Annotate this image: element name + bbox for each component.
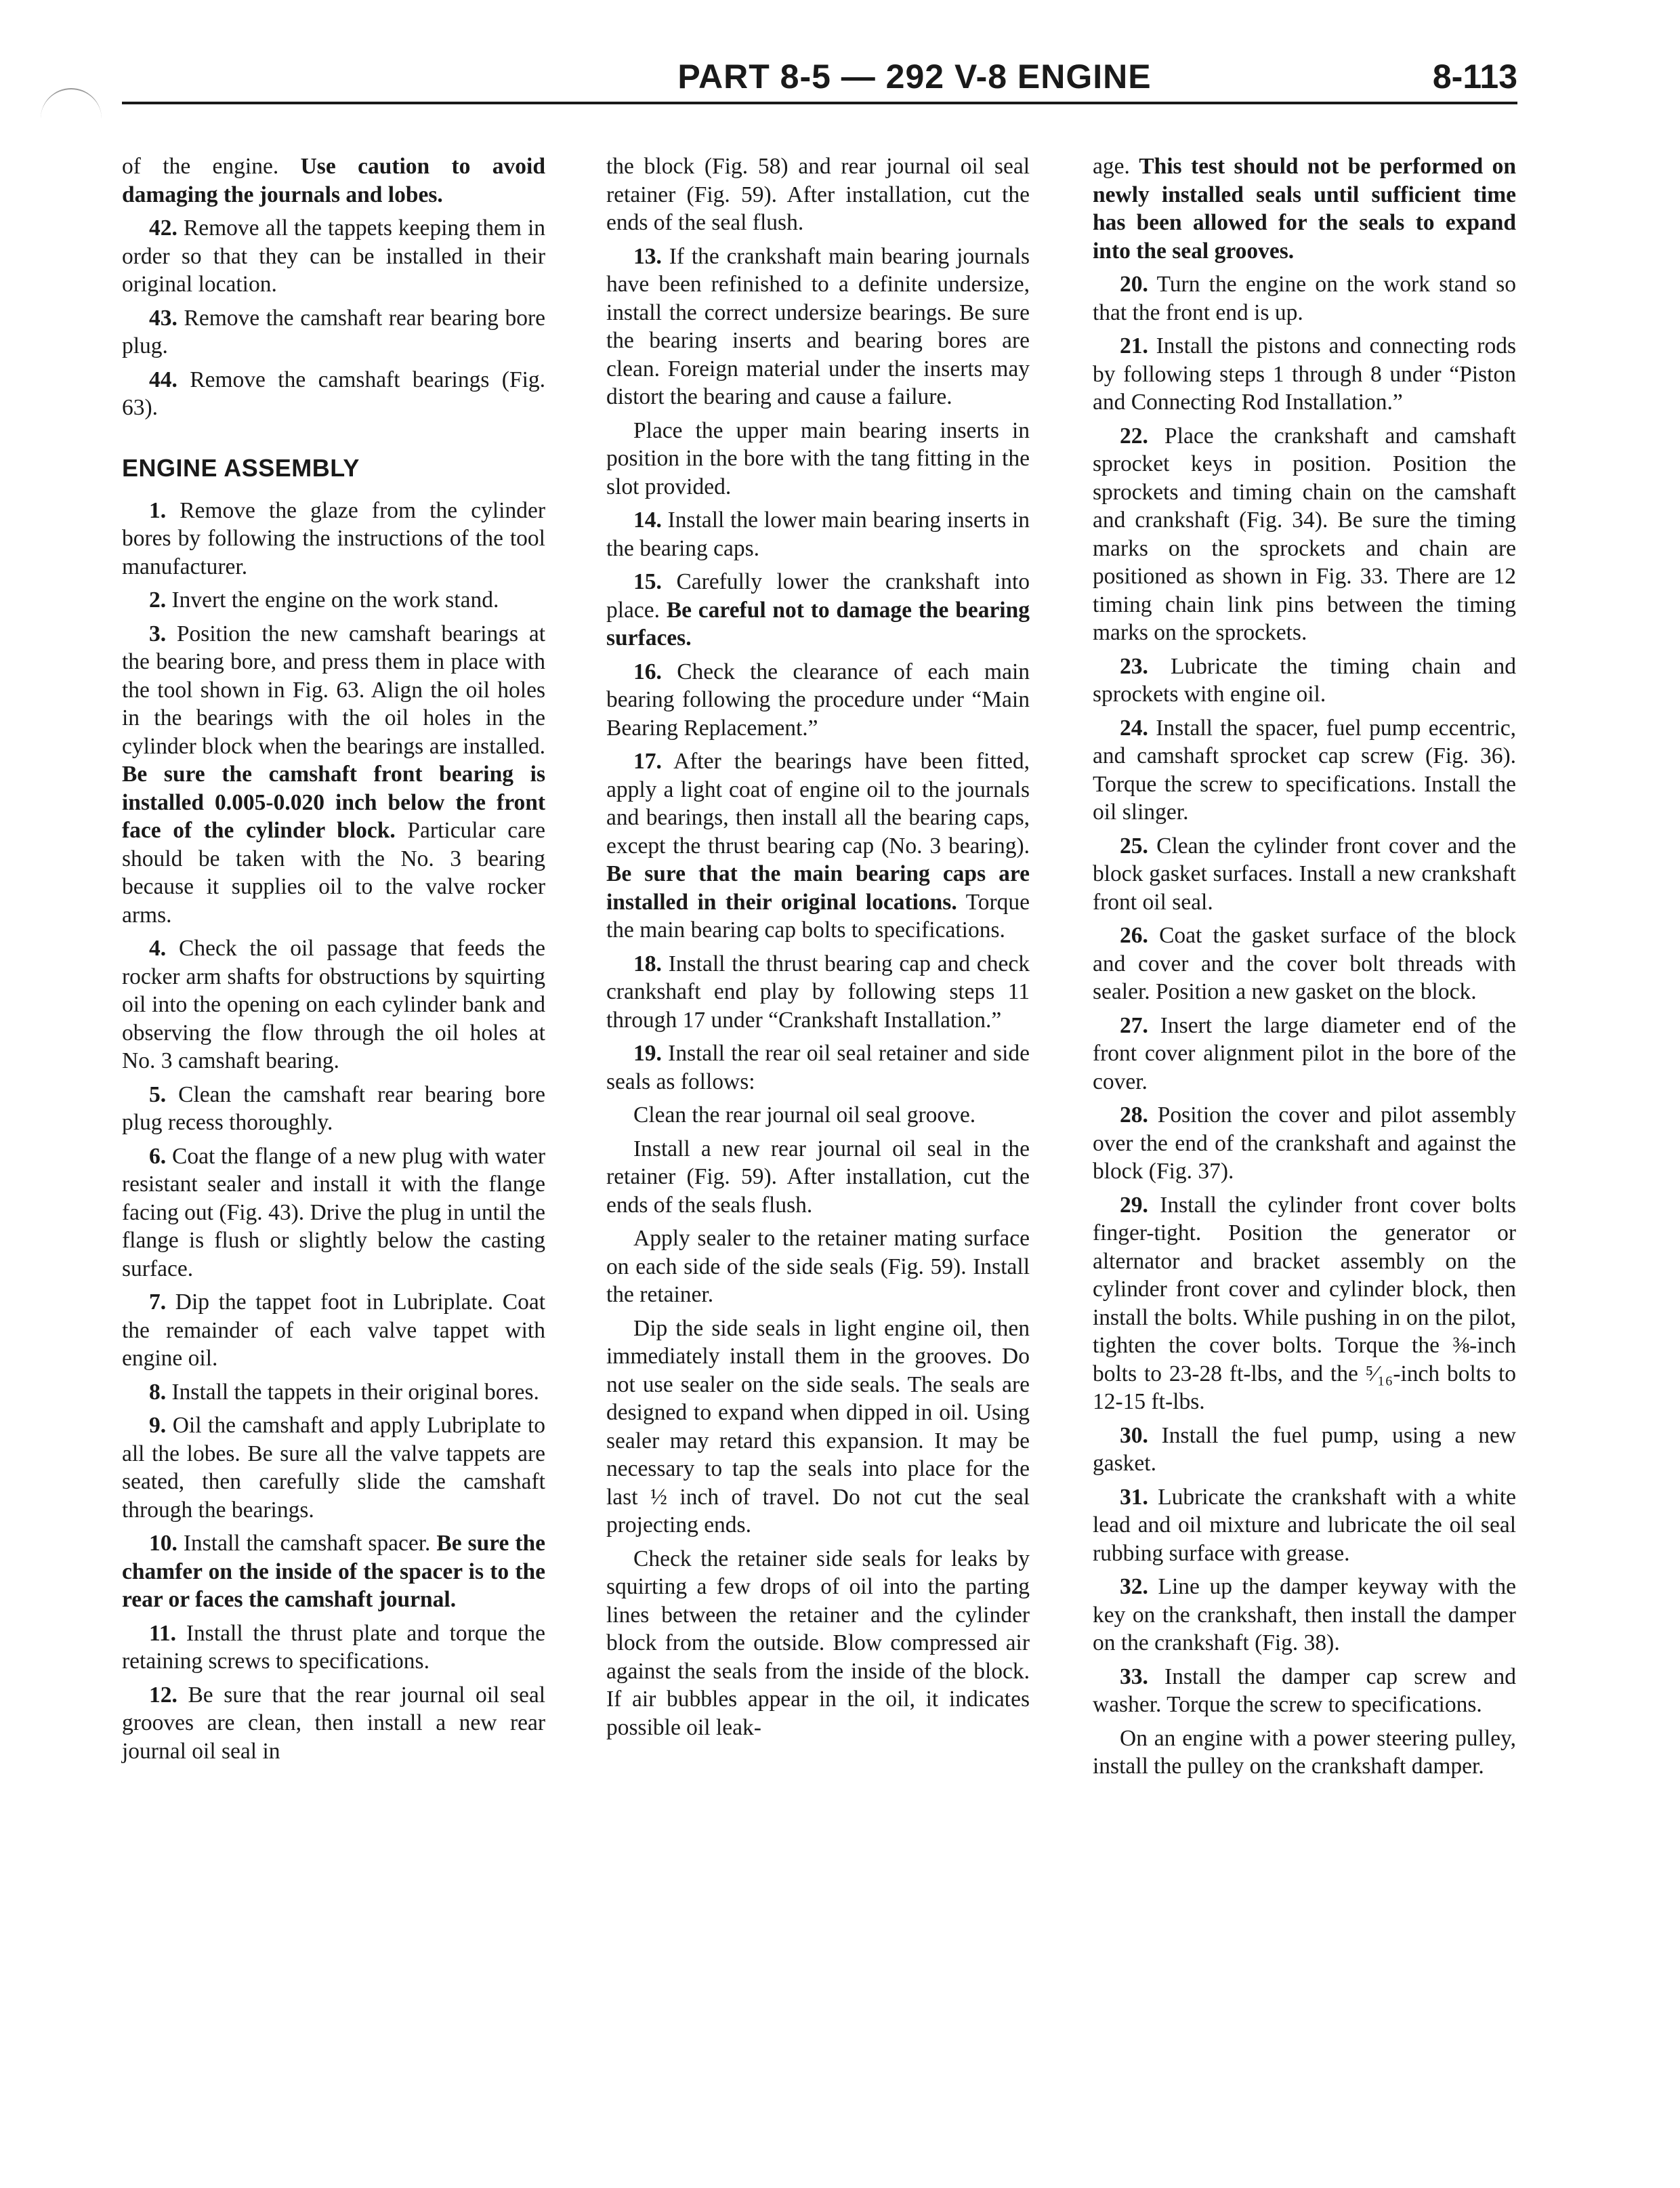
step-text: Install the pistons and connecting rods by following steps 1 through 8 under “Piston and Connecting Rod Installation.”	[1093, 333, 1516, 415]
step-23	[1093, 653, 1516, 709]
step-2	[122, 586, 545, 615]
step-5	[122, 1081, 545, 1137]
step-text: Lubricate the timing chain and sprockets with engine oil.	[1093, 653, 1516, 707]
step-number: 7.	[149, 1289, 167, 1315]
step-text: Oil the camshaft and apply Lubriplate to all the lobes. Be sure all the valve tappets are seated, then carefully slide the camshaft through the bearings.	[122, 1413, 546, 1523]
step-number: 22.	[1120, 423, 1148, 449]
step-number: 32.	[1120, 1574, 1148, 1599]
step-number: 4.	[149, 936, 167, 961]
header-rule	[122, 102, 1517, 104]
step-text: Clean the cylinder front cover and the block gasket surfaces. Install a new crankshaft front oil seal.	[1093, 833, 1516, 915]
paragraph	[1093, 152, 1516, 265]
step-19	[606, 1039, 1030, 1096]
step-13	[606, 243, 1030, 411]
step-number: 27.	[1120, 1012, 1148, 1038]
step-18	[606, 950, 1030, 1035]
step-text: Install the thrust plate and torque the retaining screws to specifications.	[122, 1620, 545, 1674]
step-text: Torque the main bearing cap bolts to specifications.	[606, 889, 1030, 943]
caution-text: Be sure the camshaft front bearing is installed 0.005-0.020 inch below the front face of the cylinder block.	[122, 762, 545, 843]
step-number: 12.	[149, 1682, 177, 1708]
section-heading: ENGINE ASSEMBLY	[122, 453, 360, 482]
paragraph: On an engine with a power steering pulley, install the pulley on the crankshaft damper.	[1093, 1725, 1516, 1779]
caution-text: This test should not be performed on newly installed seals until sufficient time has been allowed for the seals to expand into the seal grooves.	[1093, 154, 1516, 264]
step-20	[1093, 270, 1516, 327]
step-text: Particular care should be taken with the No. 3 bearing because it supplies oil to the valve rocker arms.	[122, 818, 546, 928]
page-header	[122, 53, 1517, 100]
paragraph: Place the upper main bearing inserts in position in the bore with the tang fitting in the slot provided.	[606, 417, 1030, 499]
step-22	[1093, 422, 1516, 647]
step-17	[606, 747, 1030, 945]
step-text: Be sure that the rear journal oil seal grooves are clean, then install a new rear journal oil seal in	[122, 1682, 546, 1764]
paragraph	[122, 152, 545, 209]
step-6	[122, 1142, 545, 1283]
step-number: 15.	[633, 569, 662, 594]
step-text: Place the crankshaft and camshaft sprocket keys in position. Position the sprockets and timing chain on the camshaft and crankshaft (Fig. 34). Be sure the timing marks on the sprockets and chain are positioned as shown in Fig. 33. There are 12 timing chain link pins between the timing marks on the sprockets.	[1093, 423, 1516, 645]
step-11	[122, 1619, 545, 1676]
step-text: Remove the camshaft rear bearing bore plug.	[122, 305, 545, 358]
paragraph: Install a new rear journal oil seal in the retainer (Fig. 59). After installation, cut the ends of the seals flush.	[606, 1136, 1030, 1218]
step-text: If the crankshaft main bearing journals have been refinished to a definite undersize, install the correct undersize bearings. Be sure the bearing inserts and bearing bores are clean. Foreign material under the inserts may distort the bearing and cause a failure.	[606, 243, 1030, 409]
step-number: 11.	[149, 1620, 177, 1646]
text-column-1	[122, 152, 545, 1771]
step-number: 6.	[149, 1143, 167, 1169]
step-14	[606, 506, 1030, 562]
step-number: 31.	[1120, 1484, 1148, 1510]
step-number: 19.	[633, 1041, 662, 1066]
step-text: Remove all the tappets keeping them in order so that they can be installed in their original location.	[122, 215, 545, 297]
step-29	[1093, 1191, 1516, 1416]
step-33	[1093, 1663, 1516, 1719]
paragraph: Dip the side seals in light engine oil, then immediately install them in the grooves. Do not use sealer on the side seals. The seals are designed to expand when dipped in oil. Using sealer may retard this expansion. It may be necessary to tap the seals into place for the last ½ inch of travel. Do not cut the seal projecting ends.	[606, 1315, 1030, 1537]
step-3	[122, 620, 545, 930]
step-number: 44.	[149, 367, 177, 392]
step-9	[122, 1411, 545, 1524]
step-text: Check the oil passage that feeds the rocker arm shafts for obstructions by squirting oil into the opening on each cylinder bank and observing the flow through the oil holes at No. 3 camshaft bearing.	[122, 936, 545, 1073]
step-text: Install the spacer, fuel pump eccentric, and camshaft sprocket cap screw (Fig. 36). Torque the screw to specifications. Install the oil slinger.	[1093, 715, 1516, 825]
step-text: Install the cylinder front cover bolts finger-tight. Position the generator or alternator and bracket assembly on the cylinder front cover and cylinder block, then install the bolts. While pushing in on the pilot, tighten the cover bolts. Torque the ⅜-inch bolts to 23-28 ft-lbs, and the ⁵⁄₁₆-inch bolts to 12-15 ft-lbs.	[1093, 1192, 1516, 1414]
step-number: 18.	[633, 951, 662, 976]
step-text: Turn the engine on the work stand so that the front end is up.	[1093, 272, 1516, 325]
step-number: 5.	[149, 1081, 167, 1107]
step-text: Install the rear oil seal retainer and side seals as follows:	[606, 1041, 1030, 1094]
step-number: 24.	[1120, 715, 1148, 741]
step-number: 2.	[149, 587, 167, 613]
step-number: 14.	[633, 508, 662, 533]
step-8	[122, 1378, 545, 1407]
text-column-3	[1093, 152, 1516, 1786]
step-text: Install the thrust bearing cap and check crankshaft end play by following steps 11 through 17 under “Crankshaft Installation.”	[606, 951, 1030, 1033]
step-31	[1093, 1483, 1516, 1568]
step-number: 23.	[1120, 653, 1148, 679]
step-number: 8.	[149, 1379, 167, 1405]
step-text: Install the lower main bearing inserts in the bearing caps.	[606, 508, 1030, 561]
step-15	[606, 568, 1030, 653]
step-number: 42.	[149, 215, 177, 241]
step-text: Lubricate the crankshaft with a white lead and oil mixture and lubricate the oil seal rubbing surface with grease.	[1093, 1484, 1516, 1566]
step-text: Install the tappets in their original bores.	[171, 1379, 539, 1405]
step-21	[1093, 332, 1516, 417]
text: age.	[1093, 154, 1130, 179]
caution-text: Use caution to avoid damaging the journals and lobes.	[122, 154, 545, 207]
step-text: Clean the camshaft rear bearing bore plug recess thoroughly.	[122, 1081, 545, 1135]
step-number: 21.	[1120, 333, 1148, 358]
step-text: Remove the glaze from the cylinder bores by following the instructions of the tool manufacturer.	[122, 497, 545, 579]
step-number: 29.	[1120, 1192, 1148, 1218]
text: of the engine.	[122, 154, 279, 179]
step-25	[1093, 832, 1516, 917]
step-26	[1093, 922, 1516, 1006]
step-text: Position the cover and pilot assembly over the end of the crankshaft and against the block (Fig. 37).	[1093, 1102, 1516, 1184]
step-44	[122, 366, 545, 422]
step-1	[122, 497, 545, 581]
step-number: 25.	[1120, 833, 1148, 859]
step-number: 26.	[1120, 923, 1148, 948]
step-text: Coat the gasket surface of the block and cover and the cover bolt threads with sealer. Position a new gasket on the block.	[1093, 923, 1516, 1004]
paragraph: Check the retainer side seals for leaks by squirting a few drops of oil into the parting lines between the retainer and the cylinder block from the outside. Blow compressed air against the seals from the inside of the block. If air bubbles appear in the oil, it indicates possible oil leak-	[606, 1546, 1030, 1740]
step-number: 10.	[149, 1531, 177, 1556]
step-16	[606, 658, 1030, 743]
step-text: Line up the damper keyway with the key on the crankshaft, then install the damper on the crankshaft (Fig. 38).	[1093, 1574, 1517, 1655]
step-text: Install the camshaft spacer.	[183, 1531, 431, 1556]
step-text: Insert the large diameter end of the front cover alignment pilot in the bore of the cover.	[1093, 1012, 1517, 1094]
step-number: 13.	[633, 243, 662, 269]
step-43	[122, 304, 545, 360]
page-number: 8-113	[1432, 58, 1517, 96]
paragraph: the block (Fig. 58) and rear journal oil seal retainer (Fig. 59). After installation, cut the ends of the seal flush.	[606, 154, 1030, 235]
step-number: 16.	[633, 659, 662, 684]
step-10	[122, 1529, 545, 1614]
step-number: 17.	[633, 749, 662, 774]
step-text: Check the clearance of each main bearing following the procedure under “Main Bearing Replacement.”	[606, 659, 1030, 741]
step-28	[1093, 1101, 1516, 1186]
step-text: Remove the camshaft bearings (Fig. 63).	[122, 367, 546, 420]
step-27	[1093, 1012, 1516, 1096]
step-text: Position the new camshaft bearings at the bearing bore, and press them in place with the tool shown in Fig. 63. Align the oil holes in the bearings with the oil holes in the cylinder block when the bearings are installed.	[122, 621, 546, 759]
step-text: Install the damper cap screw and washer. Torque the screw to specifications.	[1093, 1664, 1516, 1717]
step-7	[122, 1288, 545, 1373]
step-32	[1093, 1573, 1516, 1657]
step-number: 28.	[1120, 1102, 1148, 1128]
step-4	[122, 934, 545, 1075]
step-number: 30.	[1120, 1422, 1148, 1448]
caution-text: Be sure that the main bearing caps are installed in their original locations.	[606, 861, 1030, 915]
step-text: Carefully lower the crankshaft into place.	[606, 569, 1030, 623]
caution-text: Be sure the chamfer on the inside of the spacer is to the rear or faces the camshaft journal.	[122, 1531, 546, 1612]
step-text: Invert the engine on the work stand.	[171, 587, 499, 613]
step-text: Coat the flange of a new plug with water resistant sealer and install it with the flange facing out (Fig. 43). Drive the plug in until the flange is flush or slightly below the casting surface.	[122, 1143, 545, 1281]
step-text: Dip the tappet foot in Lubriplate. Coat the remainder of each valve tappet with engine oil.	[122, 1289, 545, 1371]
step-number: 43.	[149, 305, 177, 331]
step-42	[122, 214, 545, 299]
step-30	[1093, 1422, 1516, 1478]
page-corner-mark	[41, 88, 102, 130]
step-text: After the bearings have been fitted, apply a light coat of engine oil to the journals and bearings, then install all the bearing caps, except the thrust bearing cap (No. 3 bearing).	[606, 749, 1030, 859]
step-12	[122, 1681, 545, 1766]
step-number: 1.	[149, 497, 167, 523]
paragraph: Clean the rear journal oil seal groove.	[633, 1102, 976, 1128]
page-title: PART 8-5 — 292 V-8 ENGINE	[677, 58, 1152, 96]
step-24	[1093, 714, 1516, 827]
step-number: 20.	[1120, 272, 1148, 297]
step-number: 3.	[149, 621, 167, 646]
text-column-2	[606, 152, 1030, 1747]
caution-text: Be careful not to damage the bearing surfaces.	[606, 597, 1030, 651]
step-text: Install the fuel pump, using a new gasket.	[1093, 1422, 1517, 1476]
step-number: 9.	[149, 1413, 167, 1438]
step-number: 33.	[1120, 1664, 1148, 1689]
paragraph: Apply sealer to the retainer mating surface on each side of the side seals (Fig. 59). Install the retainer.	[606, 1226, 1030, 1307]
